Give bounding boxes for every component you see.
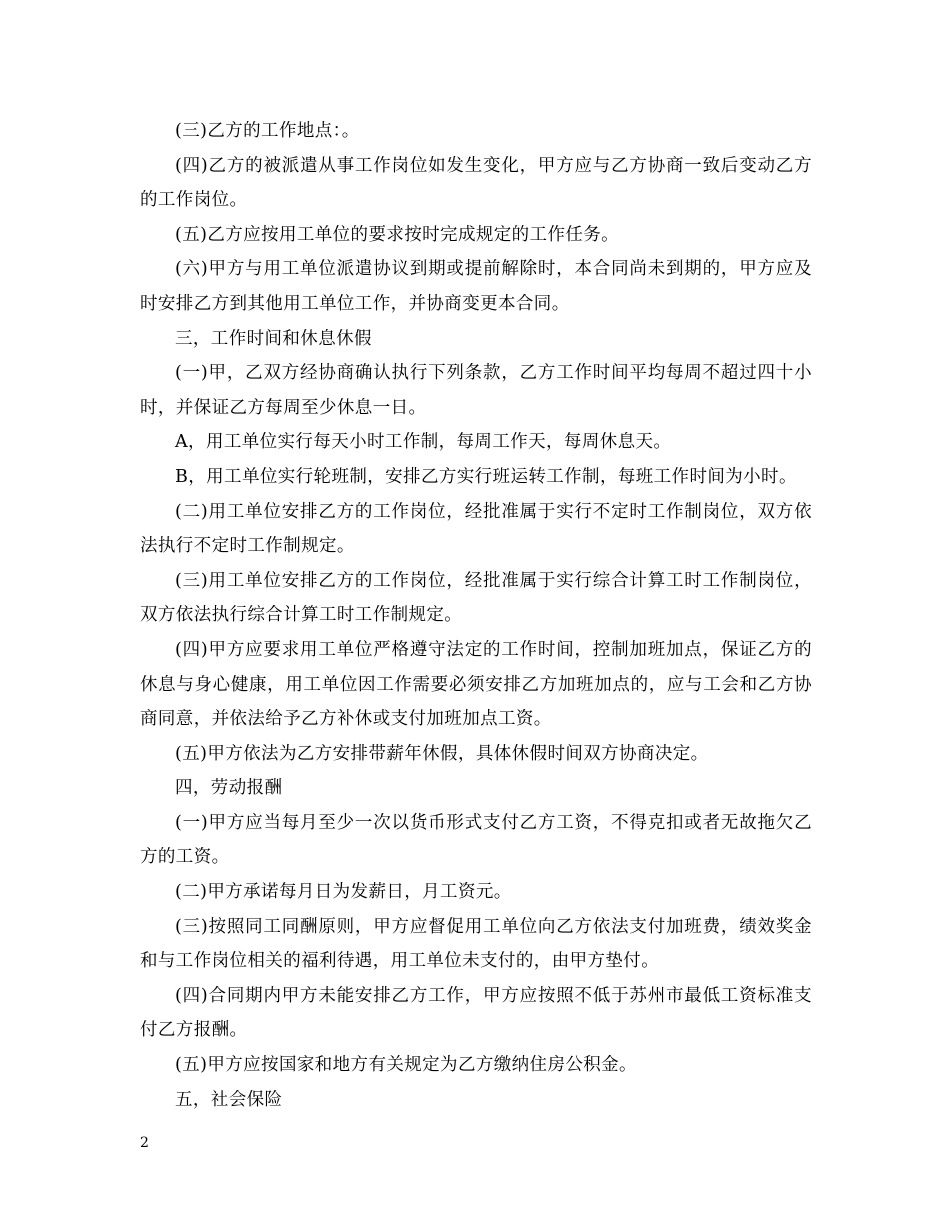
document-body xyxy=(140,114,812,1117)
paragraph-comprehensive-hours: (三)用工单位安排乙方的工作岗位，经批准属于实行综合计算工时工作制岗位，双方依法执行综合计算工时工作制规定。 xyxy=(140,570,812,626)
section-heading-social-insurance: 五，社会保险 xyxy=(175,1089,283,1110)
paragraph-overtime: (四)甲方应要求用工单位严格遵守法定的工作时间，控制加班加点，保证乙方的休息与身心健康，用工单位因工作需要必须安排乙方加班加点的，应与工会和乙方协商同意，并依法给予乙方补休或支付加班加点工资。 xyxy=(140,639,812,730)
paragraph-minimum-wage: (四)合同期内甲方未能安排乙方工作，甲方应按照不低于苏州市最低工资标准支付乙方报酬。 xyxy=(140,985,812,1041)
section-heading-working-hours: 三，工作时间和休息休假 xyxy=(175,328,372,349)
paragraph-agreement-termination: (六)甲方与用工单位派遣协议到期或提前解除时，本合同尚未到期的，甲方应及时安排乙方到其他用工单位工作，并协商变更本合同。 xyxy=(140,259,812,314)
paragraph-option-b: B，用工单位实行轮班制，安排乙方实行班运转工作制，每班工作时间为小时。 xyxy=(175,466,797,487)
paragraph-monthly-wage: (一)甲方应当每月至少一次以货币形式支付乙方工资，不得克扣或者无故拖欠乙方的工资。 xyxy=(140,812,812,868)
paragraph-work-location: (三)乙方的工作地点：。 xyxy=(175,121,360,141)
paragraph-equal-pay: (三)按照同工同酬原则，甲方应督促用工单位向乙方依法支付加班费，绩效奖金和与工作岗位相关的福利待遇，用工单位未支付的，由甲方垫付。 xyxy=(140,916,812,972)
paragraph-weekly-hours: (一)甲，乙双方经协商确认执行下列条款，乙方工作时间平均每周不超过四十小时，并保证乙方每周至少休息一日。 xyxy=(140,363,812,418)
paragraph-option-a: A，用工单位实行每天小时工作制，每周工作天，每周休息天。 xyxy=(175,432,672,453)
paragraph-flexible-hours: (二)用工单位安排乙方的工作岗位，经批准属于实行不定时工作制岗位，双方依法执行不定时工作制规定。 xyxy=(140,501,812,557)
paragraph-housing-fund: (五)甲方应按国家和地方有关规定为乙方缴纳住房公积金。 xyxy=(175,1055,637,1076)
paragraph-position-change: (四)乙方的被派遣从事工作岗位如发生变化，甲方应与乙方协商一致后变动乙方的工作岗位。 xyxy=(140,155,812,211)
section-heading-remuneration: 四，劳动报酬 xyxy=(175,778,283,799)
paragraph-task-completion: (五)乙方应按用工单位的要求按时完成规定的工作任务。 xyxy=(175,224,620,245)
paragraph-payday: (二)甲方承诺每月日为发薪日，月工资元。 xyxy=(175,882,512,903)
page-number: 2 xyxy=(140,1135,149,1151)
paragraph-paid-leave: (五)甲方依法为乙方安排带薪年休假，具体休假时间双方协商决定。 xyxy=(175,743,709,764)
